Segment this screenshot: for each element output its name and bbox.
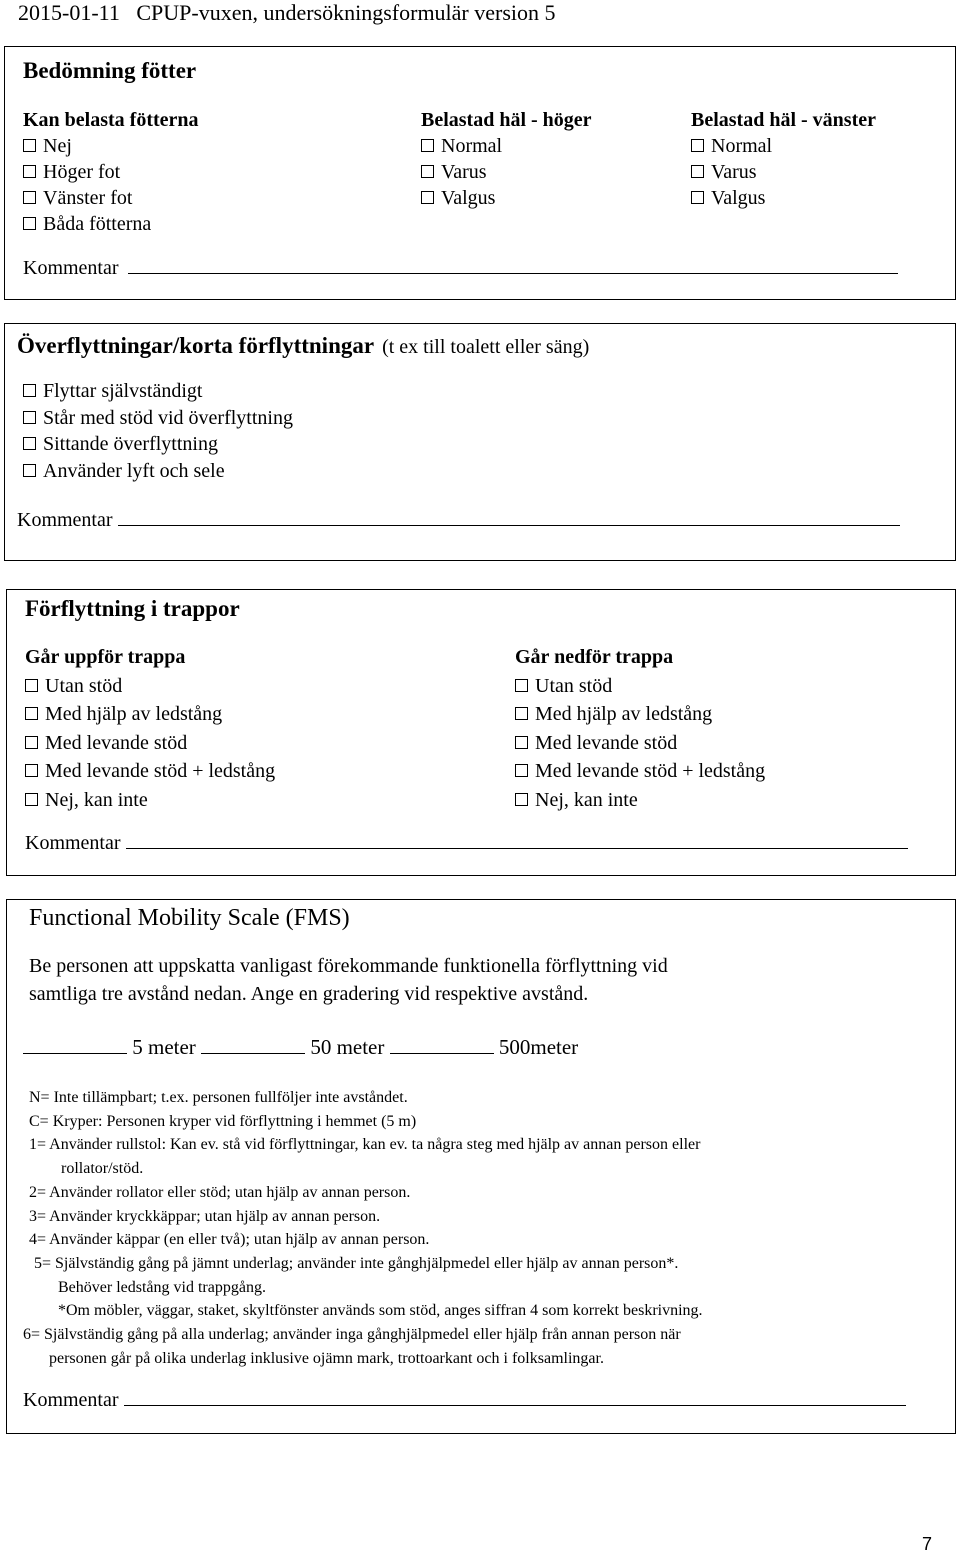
legend-line: 5= Självständig gång på jämnt underlag; använder inte gånghjälpmedel eller hjälp av annan person*.: [34, 1254, 679, 1272]
section-subtitle: (t ex till toalett eller säng): [382, 336, 590, 358]
comment-row: [25, 832, 908, 855]
page-header: [18, 0, 556, 26]
checkbox-icon[interactable]: [515, 707, 528, 720]
checkbox-option[interactable]: Höger fot: [23, 159, 199, 185]
checkbox-icon[interactable]: [23, 217, 36, 230]
feet-col-heel-right: [421, 107, 592, 211]
checkbox-option[interactable]: Nej, kan inte: [515, 786, 765, 815]
checkbox-option[interactable]: Normal: [421, 133, 592, 159]
checkbox-option[interactable]: Nej, kan inte: [25, 786, 275, 815]
comment-label: Kommentar: [17, 509, 113, 531]
fms-distances: [23, 1035, 578, 1060]
distance-label: 5 meter: [132, 1035, 196, 1059]
checkbox-option[interactable]: Normal: [691, 133, 876, 159]
distance-5m-field[interactable]: [23, 1053, 127, 1054]
checkbox-icon[interactable]: [23, 411, 36, 424]
checkbox-icon[interactable]: [25, 793, 38, 806]
section-feet: [4, 46, 956, 300]
checkbox-icon[interactable]: [25, 679, 38, 692]
checkbox-option[interactable]: Valgus: [691, 185, 876, 211]
checkbox-icon[interactable]: [691, 165, 704, 178]
comment-label: Kommentar: [25, 832, 121, 854]
section-title-row: [17, 333, 589, 359]
stairs-up: [25, 643, 275, 814]
checkbox-option[interactable]: Sittande överflyttning: [23, 431, 293, 458]
checkbox-icon[interactable]: [23, 464, 36, 477]
legend-line: rollator/stöd.: [61, 1160, 144, 1178]
comment-field[interactable]: [128, 273, 898, 274]
legend-line: 3= Använder kryckkäppar; utan hjälp av annan person.: [29, 1207, 381, 1225]
checkbox-option[interactable]: Med hjälp av ledstång: [515, 700, 765, 729]
comment-row: [17, 509, 900, 532]
comment-field[interactable]: [118, 525, 900, 526]
legend-line: personen går på olika underlag inklusive ojämn mark, trottoarkant och i folksamlingar.: [49, 1349, 604, 1367]
legend-line: 4= Använder käppar (en eller två); utan hjälp av annan person.: [29, 1231, 430, 1249]
checkbox-icon[interactable]: [421, 165, 434, 178]
checkbox-option[interactable]: Med levande stöd + ledstång: [515, 757, 765, 786]
checkbox-icon[interactable]: [25, 736, 38, 749]
header-title: CPUP-vuxen, undersökningsformulär version 5: [136, 0, 556, 25]
checkbox-icon[interactable]: [25, 764, 38, 777]
comment-label: Kommentar: [23, 1389, 119, 1411]
checkbox-icon[interactable]: [421, 191, 434, 204]
col-heading: Belastad häl - vänster: [691, 109, 876, 131]
stairs-down: [515, 643, 765, 814]
checkbox-option[interactable]: Med hjälp av ledstång: [25, 700, 275, 729]
intro-line: samtliga tre avstånd nedan. Ange en gradering vid respektive avstånd.: [29, 983, 589, 1005]
comment-row: [23, 1389, 906, 1412]
page-number: 7: [921, 1534, 932, 1554]
checkbox-option[interactable]: Står med stöd vid överflyttning: [23, 405, 293, 432]
section-title: Bedömning fötter: [23, 58, 197, 83]
section-title: Functional Mobility Scale (FMS): [29, 905, 350, 931]
fms-intro: [29, 952, 668, 1008]
distance-50m-field[interactable]: [201, 1053, 305, 1054]
legend-line: 1= Använder rullstol: Kan ev. stå vid förflyttningar, kan ev. ta några steg med hjälp av annan person eller: [29, 1136, 701, 1154]
checkbox-option[interactable]: Valgus: [421, 185, 592, 211]
checkbox-option[interactable]: Flyttar självständigt: [23, 378, 293, 405]
checkbox-icon[interactable]: [691, 139, 704, 152]
checkbox-option[interactable]: Med levande stöd + ledstång: [25, 757, 275, 786]
checkbox-option[interactable]: Nej: [23, 133, 199, 159]
distance-label: 500meter: [498, 1035, 579, 1059]
checkbox-option[interactable]: Med levande stöd: [515, 729, 765, 758]
transfer-options: [23, 378, 293, 484]
distance-500m-field[interactable]: [390, 1053, 494, 1054]
checkbox-option[interactable]: Varus: [691, 159, 876, 185]
checkbox-icon[interactable]: [23, 384, 36, 397]
checkbox-icon[interactable]: [515, 736, 528, 749]
feet-col-load: [23, 107, 199, 237]
checkbox-option[interactable]: Med levande stöd: [25, 729, 275, 758]
checkbox-icon[interactable]: [23, 165, 36, 178]
legend-line: 6= Självständig gång på alla underlag; använder inga gånghjälpmedel eller hjälp från annan person när: [23, 1326, 681, 1344]
section-transfer: [4, 323, 956, 561]
section-title: Förflyttning i trappor: [25, 596, 240, 621]
fms-legend: [23, 1086, 703, 1370]
checkbox-icon[interactable]: [23, 437, 36, 450]
legend-line: N= Inte tillämpbart; t.ex. personen fullföljer inte avståndet.: [29, 1089, 408, 1106]
legend-line: 2= Använder rollator eller stöd; utan hjälp av annan person.: [29, 1183, 411, 1201]
section-title: Överflyttningar/korta förflyttningar: [17, 333, 375, 358]
checkbox-option[interactable]: Utan stöd: [515, 672, 765, 701]
col-heading: Kan belasta fötterna: [23, 109, 199, 131]
legend-line: *Om möbler, väggar, staket, skyltfönster används som stöd, anges siffran 4 som korrekt beskrivning.: [58, 1302, 703, 1320]
checkbox-icon[interactable]: [515, 793, 528, 806]
comment-label: Kommentar: [23, 257, 119, 279]
comment-field[interactable]: [126, 848, 908, 849]
legend-line: C= Kryper: Personen kryper vid förflyttning i hemmet (5 m): [29, 1112, 417, 1130]
checkbox-option[interactable]: Varus: [421, 159, 592, 185]
intro-line: Be personen att uppskatta vanligast förekommande funktionella förflyttning vid: [29, 955, 668, 977]
distance-label: 50 meter: [310, 1035, 385, 1059]
col-heading: Går uppför trappa: [25, 646, 186, 668]
header-date: 2015-01-11: [18, 0, 120, 25]
checkbox-icon[interactable]: [691, 191, 704, 204]
checkbox-option[interactable]: Båda fötterna: [23, 211, 199, 237]
col-heading: Går nedför trappa: [515, 646, 674, 668]
checkbox-option[interactable]: Vänster fot: [23, 185, 199, 211]
section-fms: [6, 899, 956, 1434]
checkbox-icon[interactable]: [25, 707, 38, 720]
checkbox-icon[interactable]: [515, 764, 528, 777]
checkbox-icon[interactable]: [23, 139, 36, 152]
checkbox-icon[interactable]: [515, 679, 528, 692]
checkbox-icon[interactable]: [421, 139, 434, 152]
feet-col-heel-left: [691, 107, 876, 211]
section-stairs: [6, 589, 956, 876]
checkbox-icon[interactable]: [23, 191, 36, 204]
comment-row: [23, 257, 898, 280]
col-heading: Belastad häl - höger: [421, 109, 592, 131]
legend-line: Behöver ledstång vid trappgång.: [58, 1278, 266, 1296]
checkbox-option[interactable]: Använder lyft och sele: [23, 458, 293, 485]
checkbox-option[interactable]: Utan stöd: [25, 672, 275, 701]
comment-field[interactable]: [124, 1405, 906, 1406]
